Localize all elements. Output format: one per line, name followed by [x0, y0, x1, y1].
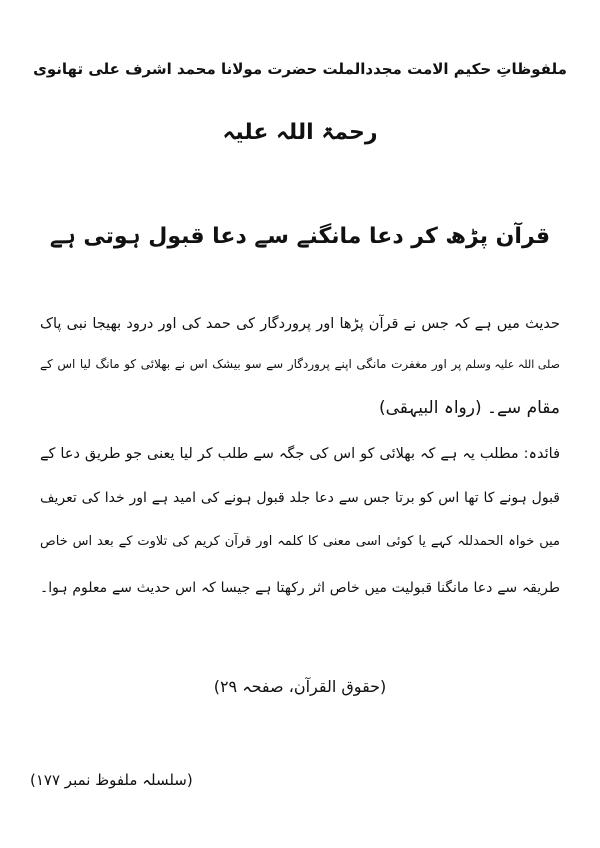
fawaid-line-2: قبول ہونے کا تھا اس کو برتا جس سے دعا جلد قبول ہونے کی امید ہے اور خدا کی تعریف [40, 490, 560, 506]
salawat-symbol: صلی اللہ علیہ وسلم [465, 357, 560, 371]
series-number: (سلسلہ ملفوظ نمبر ۱۷۷) [30, 771, 193, 789]
fawaid-line-4: طریقہ سے دعا مانگنا قبولیت میں خاص اثر رکھتا ہے جیسا کہ اس حدیث سے معلوم ہوا۔ [40, 580, 560, 596]
hadith-line-3: مقام سے۔ (رواہ البیہقی) [378, 398, 560, 418]
hadith-line-1: حدیث میں ہے کہ جس نے قرآن پڑھا اور پروردگار کی حمد کی اور درود بھیجا نبی پاک [40, 316, 560, 332]
hadith-line-2: پر اور مغفرت مانگی اپنے پروردگار سے سو بیشک اس نے بھلائی کو مانگ لیا اس کے [40, 357, 462, 371]
article-heading: قرآن پڑھ کر دعا مانگنے سے دعا قبول ہوتی ہے [49, 224, 551, 249]
title-line-1: ملفوظاتِ حکیم الامت مجددالملت حضرت مولانا محمد اشرف علی تھانوی [33, 60, 567, 78]
title-line-2: رحمۃ اللہ علیہ [222, 120, 378, 145]
fawaid-line-3: میں خواہ الحمدللہ کہے یا کوئی اسی معنی کا کلمہ اور قرآن کریم کی تلاوت کے بعد اس خاص [40, 534, 560, 549]
fawaid-line-1: فائدہ: مطلب یہ ہے کہ بھلائی کو اس کی جگہ سے طلب کر لیا یعنی جو طریق دعا کے [40, 446, 560, 462]
hadith-line-2-wrap [40, 350, 560, 379]
reference-citation: (حقوق القرآن، صفحہ ۲۹) [213, 677, 387, 696]
